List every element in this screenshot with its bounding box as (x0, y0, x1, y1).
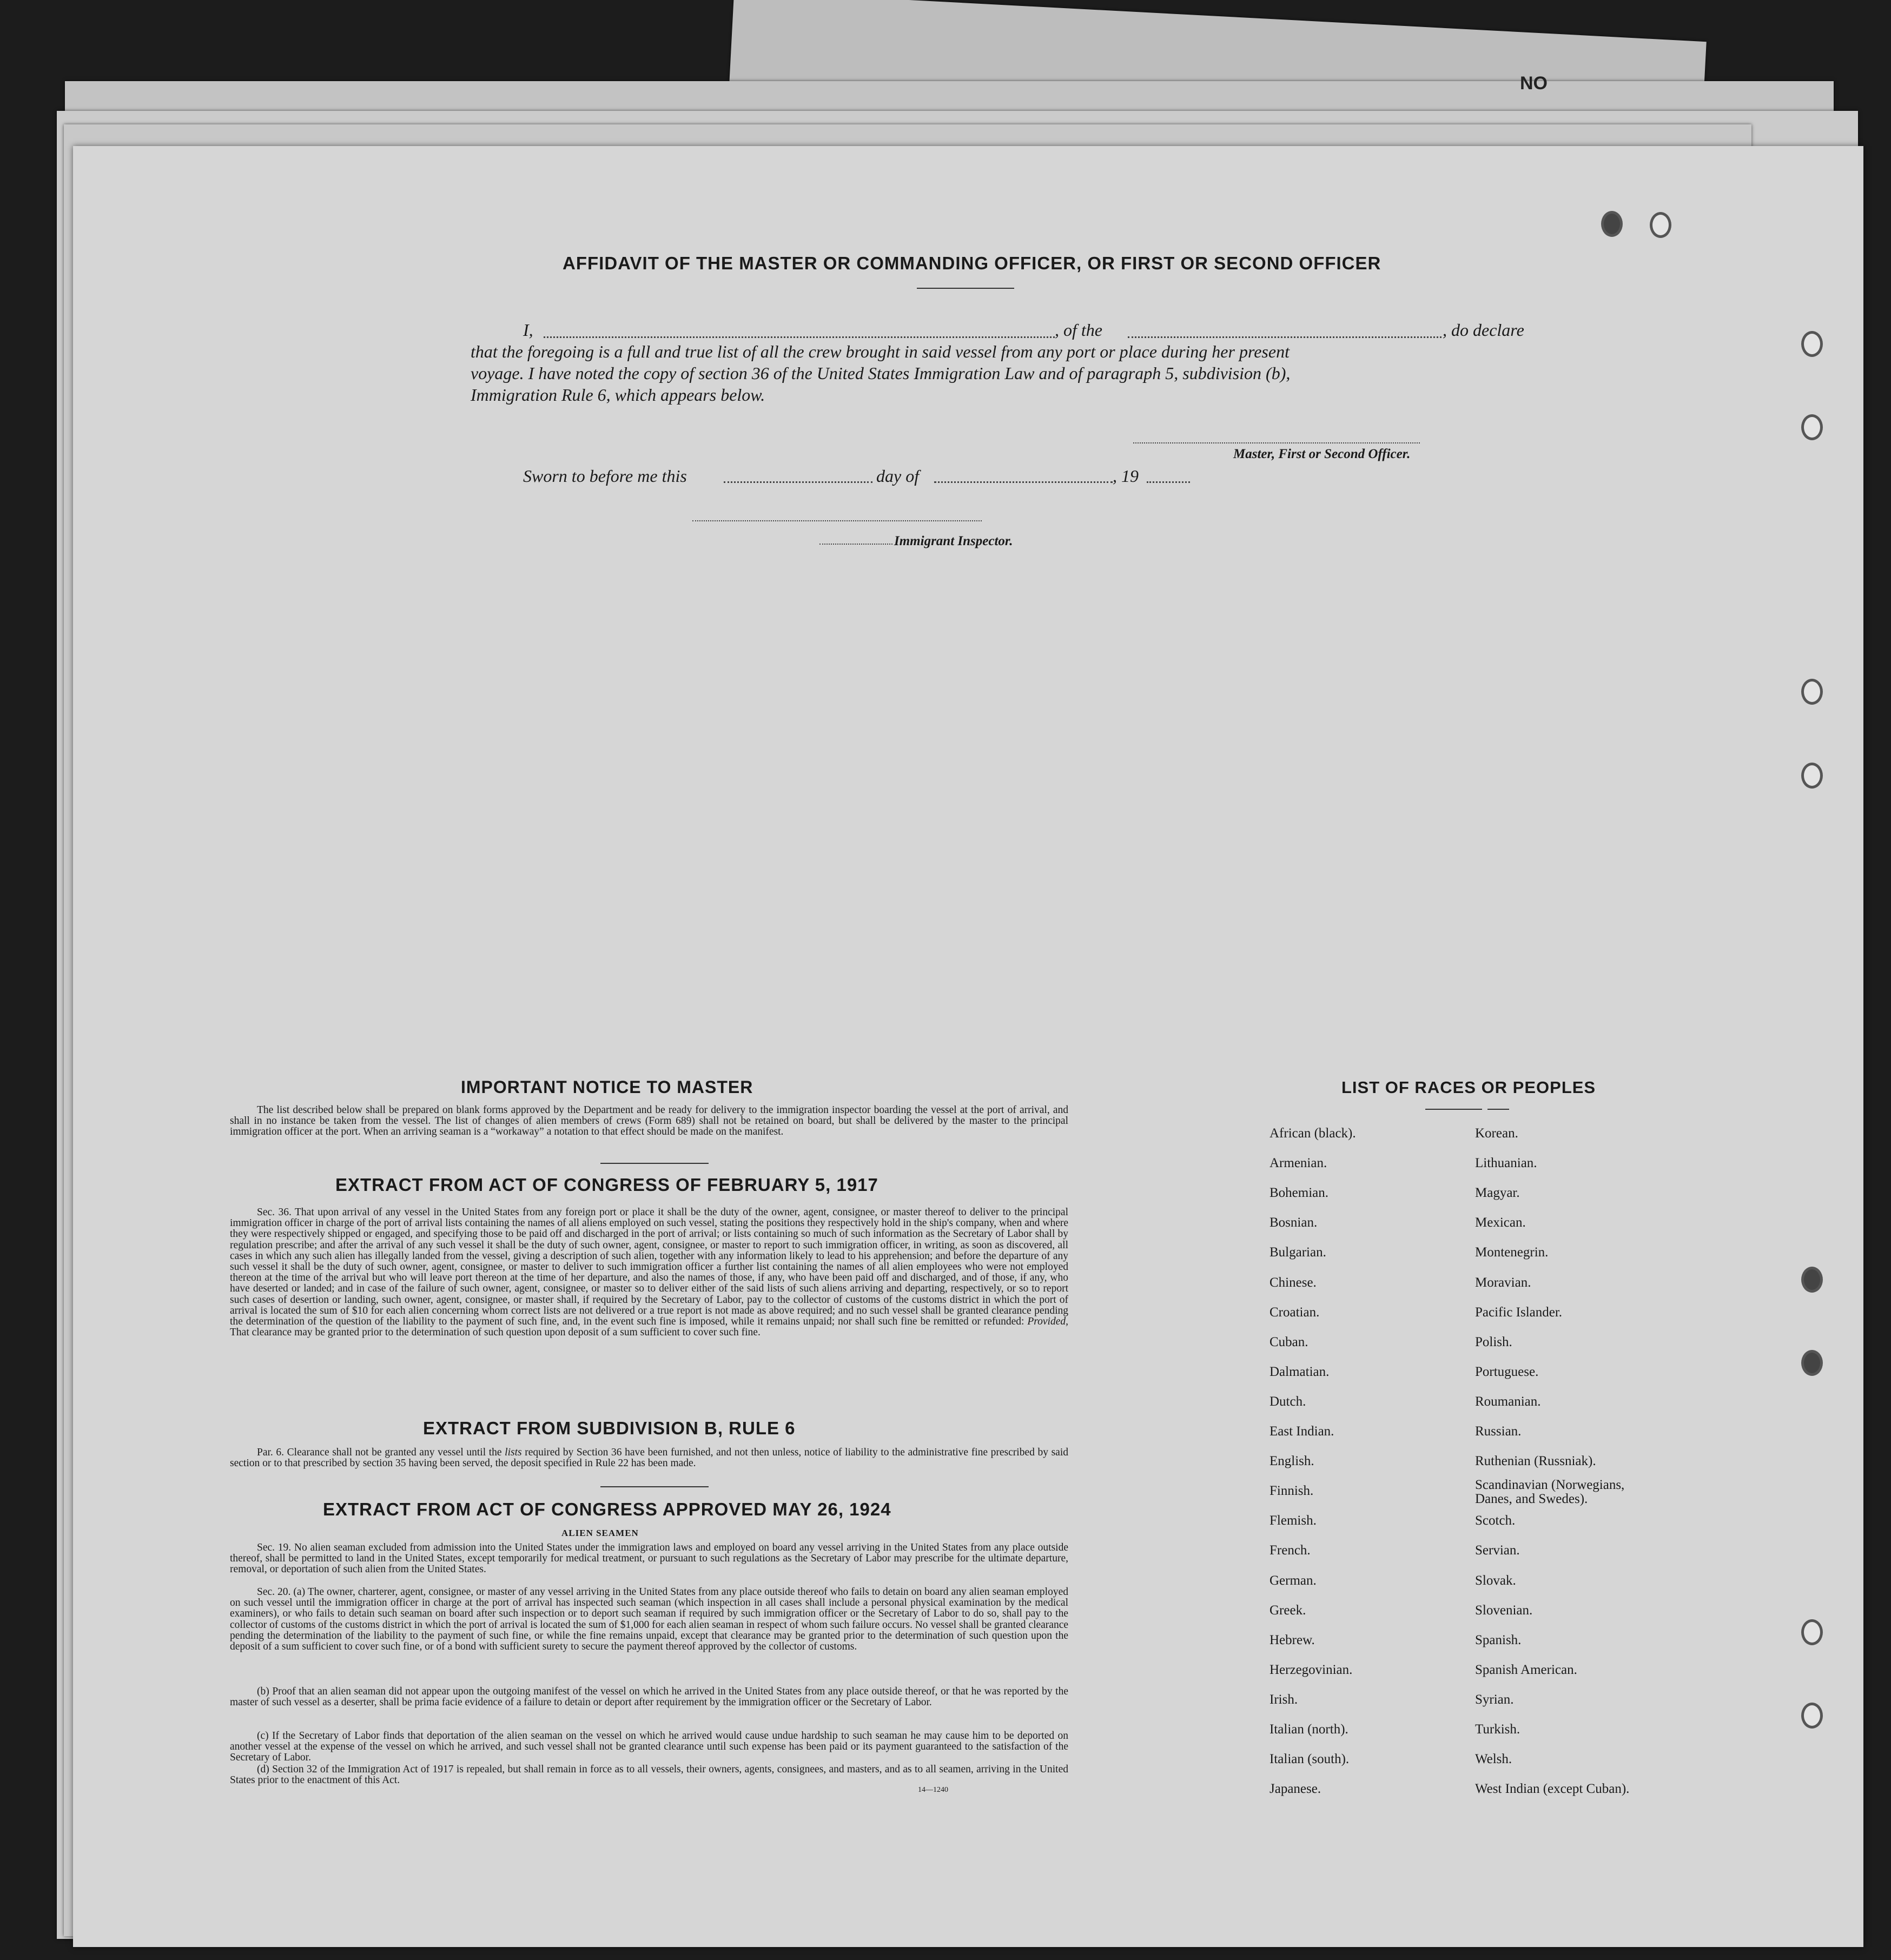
corner-label: NO (1520, 73, 1548, 94)
race-item: Polish. (1475, 1334, 1512, 1349)
punch-hole-icon (1801, 414, 1823, 440)
extract-1924-subtitle: ALIEN SEAMEN (561, 1528, 639, 1538)
race-item: Bosnian. (1270, 1215, 1318, 1230)
race-item: Bulgarian. (1270, 1245, 1326, 1260)
punch-hole-icon (1801, 1350, 1823, 1376)
notice-body: The list described below shall be prepared on blank forms approved by the Department and be ready for delivery to the immigration inspector boarding the vessel at the port of arrival, and shall in no instance be taken from the vessel. The list of changes of alien members of crews (Form 689) shall not be retained on board, but shall be delivered by the master to the principal immigration officer at the port. When an arriving seaman is a “workaway” a notation to that effect should be made on the manifest. (230, 1104, 1068, 1138)
race-item: Montenegrin. (1475, 1245, 1549, 1260)
race-item: Herzegovinian. (1270, 1662, 1353, 1677)
race-item: Croatian. (1270, 1305, 1320, 1320)
race-item: Roumanian. (1475, 1394, 1541, 1409)
race-item: French. (1270, 1543, 1311, 1558)
race-item: Slovak. (1475, 1573, 1516, 1588)
punch-hole-icon (1650, 212, 1671, 238)
signature-blank (1133, 442, 1420, 443)
race-item: African (black). (1270, 1126, 1356, 1141)
punch-hole-icon (1601, 211, 1623, 237)
section-rule (600, 1486, 709, 1487)
name-blank (544, 336, 1055, 338)
extract-1917-body (230, 1207, 1068, 1338)
race-item: Bohemian. (1270, 1186, 1329, 1201)
punch-hole-icon (1801, 1703, 1823, 1729)
section-rule (600, 1163, 709, 1164)
race-item: German. (1270, 1573, 1317, 1588)
race-item: Greek. (1270, 1603, 1306, 1618)
signature-label: Master, First or Second Officer. (1233, 447, 1411, 461)
extract-1924-sec20d: (d) Section 32 of the Immigration Act of 1917 is repealed, but shall remain in force as to all vessels, their owners, agents, consignees, and masters, and as to all seamen, arriving in the United States prior to the enactment of this Act. (230, 1764, 1068, 1786)
race-item: Slovenian. (1475, 1603, 1533, 1618)
inspector-label: Immigrant Inspector. (894, 534, 1013, 548)
race-item: English. (1270, 1454, 1314, 1469)
race-item: Turkish. (1475, 1722, 1520, 1737)
affidavit-line-4: Immigration Rule 6, which appears below. (471, 385, 765, 405)
extract-1924-sec20b: (b) Proof that an alien seaman did not appear upon the outgoing manifest of the vessel on which he arrived in the United States from any place outside thereof, or that he was reported by the master of such vessel as a deserter, shall be prima facie evidence of a failure to detain or deport after requirement by the immigration officer or the Secretary of Labor. (230, 1686, 1068, 1709)
form-number: 14—1240 (918, 1786, 948, 1794)
race-item: Dutch. (1270, 1394, 1306, 1409)
race-item: Russian. (1475, 1424, 1522, 1439)
extract-rule6-text-a: Par. 6. Clearance shall not be granted any vessel until the (257, 1447, 505, 1458)
sworn-day-blank (724, 481, 872, 483)
affidavit-of-the: , of the (1055, 320, 1102, 340)
race-item: Chinese. (1270, 1275, 1317, 1290)
affidavit-line-3: voyage. I have noted the copy of section 36 of the United States Immigration Law and of paragraph 5, subdivision (b), (471, 363, 1291, 383)
race-item: Cuban. (1270, 1334, 1308, 1349)
notice-title: IMPORTANT NOTICE TO MASTER (461, 1077, 753, 1097)
sworn-year-blank (1147, 481, 1190, 483)
races-rule (1487, 1109, 1509, 1110)
affidavit-title: AFFIDAVIT OF THE MASTER OR COMMANDING OFFICER, OR FIRST OR SECOND OFFICER (563, 253, 1381, 273)
vessel-blank (1128, 336, 1442, 338)
race-item: Servian. (1475, 1543, 1520, 1558)
race-item: Scotch. (1475, 1513, 1516, 1528)
affidavit-i: I, (523, 320, 533, 340)
title-rule (917, 288, 1014, 289)
race-item: Scandinavian (Norwegians, Danes, and Swedes). (1475, 1478, 1625, 1507)
race-item: Ruthenian (Russniak). (1475, 1454, 1596, 1469)
race-item: Spanish. (1475, 1632, 1522, 1647)
affidavit-line-2: that the foregoing is a full and true list of all the crew brought in said vessel from any port or place during her present (471, 342, 1290, 361)
race-item: Lithuanian. (1475, 1156, 1537, 1171)
extract-1924-sec20a: Sec. 20. (a) The owner, charterer, agent, consignee, or master of any vessel arriving in the United States from any place outside thereof who fails to detain on board any alien seaman employed on such vessel until the immigration officer in charge at the port of arrival has inspected such seaman (which inspection in all cases shall include a personal physical examination by the medical examiners), or who fails to detain such seaman on board after such inspection or to deport such seaman if required by such immigration officer or the Secretary of Labor to do so, shall pay to the collector of customs of the customs district in which the port of arrival is located the sum of $1,000 for each alien seaman in respect of whom such failure occurs. No vessel shall be granted clearance pending the determination of the liability to the payment of such fine, or while the fine remains unpaid, except that clearance may be granted prior to the determination of such question upon the deposit of a sum sufficient to cover such fine, or of a bond with sufficient surety to secure the payment thereof approved by the collector of customs. (230, 1586, 1068, 1653)
inspector-short-blank (819, 544, 892, 545)
affidavit-declare: , do declare (1443, 320, 1524, 340)
race-item: Korean. (1475, 1126, 1518, 1141)
race-item: Syrian. (1475, 1692, 1514, 1707)
race-item: Irish. (1270, 1692, 1298, 1707)
race-item: East Indian. (1270, 1424, 1334, 1439)
extract-1917-title: EXTRACT FROM ACT OF CONGRESS OF FEBRUARY 5, 1917 (335, 1175, 878, 1195)
extract-1924-sec20c: (c) If the Secretary of Labor finds that deportation of the alien seaman on the vessel on which he arrived would cause undue hardship to such seaman he may cause him to be deported on another vessel at the expense of the vessel on which he arrived, and such vessel shall not be granted clearance until such expense has been paid or its payment guaranteed to the satisfaction of the Secretary of Labor. (230, 1730, 1068, 1764)
race-item: Welsh. (1475, 1752, 1512, 1767)
punch-hole-icon (1801, 763, 1823, 789)
sworn-day-of: day of (876, 466, 920, 486)
race-item: Portuguese. (1475, 1364, 1539, 1379)
inspector-blank (692, 520, 982, 521)
punch-hole-icon (1801, 1267, 1823, 1293)
race-item: Spanish American. (1475, 1662, 1577, 1677)
extract-1917-text: Sec. 36. That upon arrival of any vessel in the United States from any foreign port or place it shall be the duty of the owner, agent, consignee, or master thereof to deliver to the principal immigration officer in charge of the port of arrival lists containing the names of all aliens employed on such vessel, stating the positions they respectively hold in the ship's company, when and where they were respectively shipped or engaged, and specifying those to be paid off and discharged in the port of arrival; or lists containing so much of such information as the Secretary of Labor shall by regulation prescribe; and after the arrival of any such vessel it shall be the duty of such owner, agent, consignee, or master to report to such immigration officer, in writing, as soon as discovered, all cases in which any such alien has illegally landed from the vessel, giving a description of such alien, together with any information likely to lead to his apprehension; and before the departure of any such vessel it shall be the duty of such owner, agent, consignee, or master to deliver to such immigration officer a further list containing the names of all alien employees who were not employed thereon at the time of the arrival but who will leave port thereon at the time of her departure, and also the names of those, if any, who have been paid off and discharged, and of those, if any, who have deserted or landed; and in case of the failure of such owner, agent, consignee, or master so to deliver either of the said lists of such aliens arriving and departing, respectively, or so to report such cases of desertion or landing, such owner, agent, consignee, or master shall, if required by the Secretary of Labor, pay to the collector of customs of the customs district in which the port of arrival is located the sum of $10 for each alien concerning whom correct lists are not delivered or a true report is not made as above required; and no such vessel shall be granted clearance pending the determination of the question of the liability to the payment of such fine, and, in the event such fine is imposed, while it remains unpaid; nor shall such fine be remitted or refunded: (230, 1207, 1068, 1328)
race-item: Magyar. (1475, 1186, 1520, 1201)
punch-hole-icon (1801, 331, 1823, 357)
extract-1917-proviso-rest: That clearance may be granted prior to the determination of such question upon deposit of a sum sufficient to cover such fine. (230, 1327, 761, 1339)
race-item: Japanese. (1270, 1782, 1321, 1797)
race-item: Moravian. (1475, 1275, 1531, 1290)
race-item: Pacific Islander. (1475, 1305, 1563, 1320)
race-item: Hebrew. (1270, 1632, 1315, 1647)
race-item: Mexican. (1475, 1215, 1526, 1230)
extract-rule6-body (230, 1447, 1068, 1469)
extract-1924-sec19: Sec. 19. No alien seaman excluded from admission into the United States under the immigration laws and employed on board any vessel arriving in the United States from any place outside thereof, shall be permitted to land in the United States, except temporarily for medical treatment, or pursuant to such regulations as the Secretary of Labor may prescribe for the ultimate departure, removal, or deportation of such alien from the United States. (230, 1542, 1068, 1575)
sworn-month-blank (934, 481, 1113, 483)
race-item: Italian (north). (1270, 1722, 1348, 1737)
race-item: West Indian (except Cuban). (1475, 1782, 1630, 1797)
races-rule (1425, 1109, 1482, 1110)
punch-hole-icon (1801, 1619, 1823, 1645)
race-item: Italian (south). (1270, 1752, 1350, 1767)
punch-hole-icon (1801, 679, 1823, 705)
document-page (73, 146, 1863, 1947)
sworn-year: , 19 (1113, 466, 1139, 486)
extract-1917-proviso: Provided, (1027, 1316, 1068, 1328)
extract-rule6-italic: lists (505, 1447, 522, 1458)
race-item: Flemish. (1270, 1513, 1317, 1528)
races-title: LIST OF RACES OR PEOPLES (1341, 1078, 1596, 1097)
race-item: Armenian. (1270, 1156, 1327, 1171)
race-item: Finnish. (1270, 1484, 1314, 1499)
extract-rule6-text-b: required by Section 36 have been furnished, and not then unless, notice of liability to the administrative fine prescribed by said section or to that prescribed by section 35 having been served, the deposit specified in Rule 22 has been made. (230, 1447, 1068, 1469)
race-item: Dalmatian. (1270, 1364, 1330, 1379)
extract-1924-title: EXTRACT FROM ACT OF CONGRESS APPROVED MAY 26, 1924 (323, 1499, 891, 1519)
extract-rule6-title: EXTRACT FROM SUBDIVISION B, RULE 6 (423, 1418, 796, 1438)
sworn-prefix: Sworn to before me this (523, 466, 687, 486)
